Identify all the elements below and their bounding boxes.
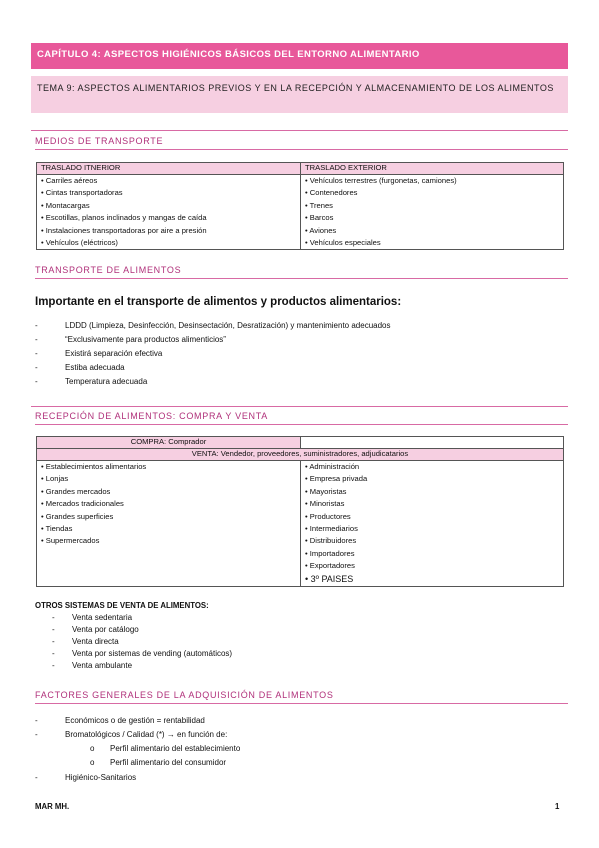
- list-item: • Escotillas, planos inclinados y mangas de caída: [41, 213, 207, 223]
- list-item: • Cintas transportadoras: [41, 188, 123, 198]
- list-item: - Bromatológicos / Calidad (*) → en función de:: [35, 730, 228, 739]
- factores-sublist: [90, 744, 240, 772]
- factores-list: [35, 716, 227, 744]
- list-item: - LDDD (Limpieza, Desinfección, Desinsectación, Desratización) y mantenimiento adecuados: [35, 321, 391, 330]
- list-item: • 3º PAISES: [305, 573, 354, 584]
- list-item: o Perfil alimentario del establecimiento: [90, 744, 241, 753]
- col-header-exterior: TRASLADO EXTERIOR: [301, 163, 564, 175]
- list-item: • Lonjas: [41, 474, 69, 484]
- footer-author: MAR MH.: [35, 802, 70, 811]
- section-rule: [31, 406, 568, 407]
- list-item: • Carriles aéreos: [41, 176, 98, 185]
- list-item: - Venta sedentaria: [52, 613, 133, 622]
- list-item: • Exportadores: [305, 561, 355, 571]
- compraventa-table: [36, 436, 564, 587]
- list-item: - Higiénico-Sanitarios: [35, 773, 137, 782]
- list-item: • Vehículos terrestres (furgonetas, camiones): [305, 176, 457, 185]
- venta-header: VENTA: Vendedor, proveedores, suministradores, adjudicatarios: [37, 449, 564, 461]
- list-item: • Empresa privada: [305, 474, 368, 484]
- list-item: - Venta directa: [52, 637, 119, 646]
- list-item: - Venta ambulante: [52, 661, 133, 670]
- list-item: • Vehículos (eléctricos): [41, 238, 118, 248]
- transporte-title: Importante en el transporte de alimentos y productos alimentarios:: [35, 296, 402, 308]
- otros-title: OTROS SISTEMAS DE VENTA DE ALIMENTOS:: [35, 601, 209, 610]
- chapter-header: CAPÍTULO 4: ASPECTOS HIGIÉNICOS BÁSICOS DEL ENTORNO ALIMENTARIO: [31, 43, 568, 69]
- transporte-heading: TRANSPORTE DE ALIMENTOS: [35, 265, 568, 279]
- transporte-list: [35, 321, 390, 391]
- list-item: • Montacargas: [41, 200, 90, 210]
- list-item: - Temperatura adecuada: [35, 377, 148, 386]
- list-item: • Grandes superficies: [41, 511, 114, 521]
- list-item: • Mercados tradicionales: [41, 499, 124, 509]
- list-item: • Administración: [305, 462, 360, 471]
- tema-header: TEMA 9: ASPECTOS ALIMENTARIOS PREVIOS Y EN LA RECEPCIÓN Y ALMACENAMIENTO DE LOS ALIMENTOS: [31, 76, 568, 113]
- factores-heading: FACTORES GENERALES DE LA ADQUISICIÓN DE ALIMENTOS: [35, 690, 568, 704]
- page-number: 1: [555, 802, 560, 811]
- interior-list: [37, 175, 301, 250]
- col-header-interior: TRASLADO ITNERIOR: [37, 163, 301, 175]
- compra-list: [37, 461, 301, 587]
- list-item: - Estiba adecuada: [35, 363, 125, 372]
- list-item: • Grandes mercados: [41, 486, 111, 496]
- list-item: • Instalaciones transportadoras por aire a presión: [41, 225, 207, 235]
- list-item: • Vehículos especiales: [305, 238, 381, 248]
- list-item: • Aviones: [305, 225, 337, 235]
- section-rule: [31, 130, 568, 131]
- list-item: • Distribuidores: [305, 536, 357, 546]
- list-item: • Intermediarios: [305, 524, 358, 534]
- factores-list-2: [35, 773, 136, 787]
- list-item: • Mayoristas: [305, 486, 347, 496]
- list-item: • Contenedores: [305, 188, 358, 198]
- list-item: - Venta por sistemas de vending (automáticos): [52, 649, 233, 658]
- list-item: • Minoristas: [305, 499, 345, 509]
- list-item: - Económicos o de gestión = rentabilidad: [35, 716, 205, 725]
- list-item: • Tiendas: [41, 524, 73, 534]
- exterior-list: [301, 175, 564, 250]
- list-item: • Importadores: [305, 548, 355, 558]
- medios-table: [36, 162, 564, 250]
- list-item: • Establecimientos alimentarios: [41, 462, 147, 471]
- list-item: • Barcos: [305, 213, 334, 223]
- compra-header: COMPRA: Comprador: [37, 437, 301, 449]
- list-item: - Existirá separación efectiva: [35, 349, 163, 358]
- list-item: • Trenes: [305, 200, 333, 210]
- list-item: • Productores: [305, 511, 351, 521]
- venta-list: [301, 461, 564, 587]
- medios-heading: MEDIOS DE TRANSPORTE: [35, 136, 568, 150]
- list-item: - Venta por catálogo: [52, 625, 139, 634]
- otros-list: [52, 613, 232, 673]
- list-item: - “Exclusivamente para productos alimenticios”: [35, 335, 226, 344]
- recepcion-heading: RECEPCIÓN DE ALIMENTOS: COMPRA Y VENTA: [35, 411, 568, 425]
- list-item: o Perfil alimentario del consumidor: [90, 758, 227, 767]
- list-item: • Supermercados: [41, 536, 100, 546]
- empty-cell: [301, 437, 564, 449]
